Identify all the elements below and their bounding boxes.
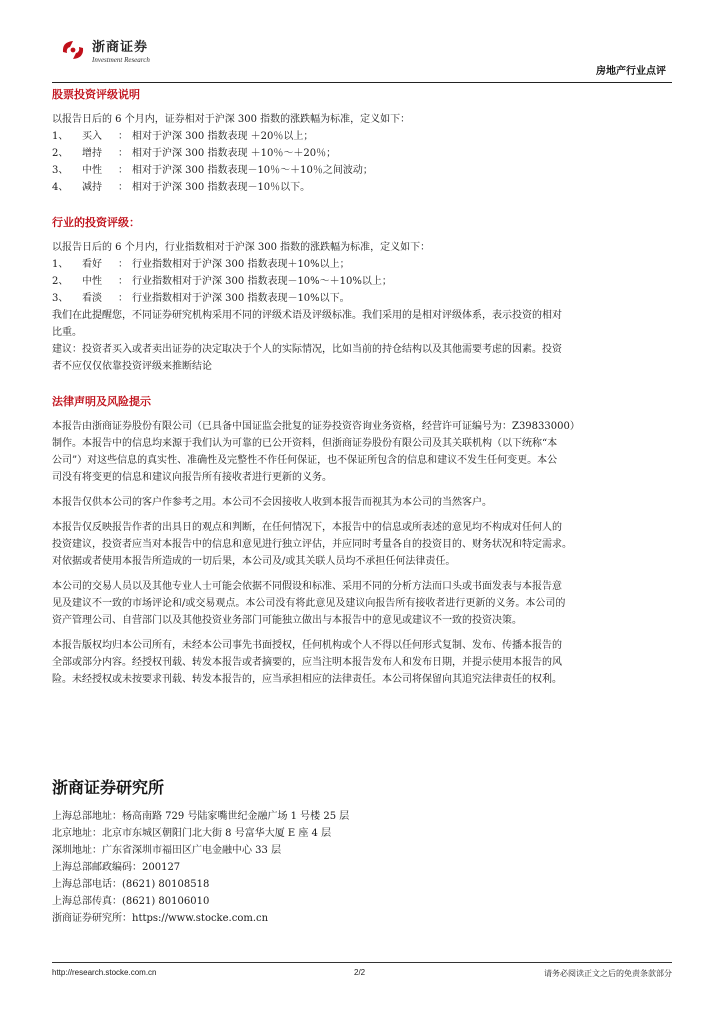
rating-separator: ： [118, 259, 128, 270]
rating-name: 看淡 [82, 293, 102, 304]
rating-name: 减持 [82, 182, 102, 193]
stock-rating-intro: 以报告日后的 6 个月内，证券相对于沪深 300 指数的涨跌幅为标准，定义如下： [52, 114, 411, 125]
rating-number: 1、 [52, 259, 69, 270]
industry-rating-intro: 以报告日后的 6 个月内，行业指数相对于沪深 300 指数的涨跌幅为标准，定义如下： [52, 242, 431, 253]
industry-rating-title: 行业的投资评级： [52, 216, 140, 229]
rating-number: 1、 [52, 131, 69, 142]
rating-name: 买入 [82, 131, 102, 142]
rating-number: 4、 [52, 182, 69, 193]
rating-note-line: 比重。 [52, 327, 82, 338]
rating-separator: ： [118, 293, 128, 304]
page-number: 2/2 [354, 968, 366, 977]
brand-name: 浙商证券 [92, 40, 149, 55]
firm-contacts [52, 808, 349, 927]
rating-desc: 相对于沪深 300 指数表现 ＋10％～＋20％； [132, 148, 337, 159]
industry-rating-row [52, 273, 672, 290]
brand-logo [60, 36, 150, 64]
stock-rating-row [52, 128, 672, 145]
rating-note-line: 者不应仅仅依靠投资评级来推断结论 [52, 361, 212, 372]
legal-line: 险。未经授权或未按要求刊载、转发本报告的，应当承担相应的法律责任。本公司将保留向其追究法律责任的权利。 [52, 674, 562, 685]
legal-paragraph [52, 637, 672, 688]
rating-separator: ： [118, 165, 128, 176]
page-content [52, 86, 672, 688]
contact-line: 上海总部电话：(8621) 80108518 [52, 879, 210, 890]
legal-line: 资产管理公司、自营部门以及其他投资业务部门可能独立做出与本报告中的意见或建议不一致的投资决策。 [52, 615, 522, 626]
rating-note-line: 我们在此提醒您，不同证券研究机构采用不同的评级术语及评级标准。我们采用的是相对评级体系，表示投资的相对 [52, 310, 562, 321]
contact-line: 北京地址：北京市东城区朝阳门北大街 8 号富华大厦 E 座 4 层 [52, 828, 332, 839]
stock-rating-title: 股票投资评级说明 [52, 88, 140, 101]
rating-separator: ： [118, 276, 128, 287]
rating-desc: 行业指数相对于沪深 300 指数表现－10%～＋10%以上； [132, 276, 392, 287]
brand-logo-icon [60, 38, 86, 62]
report-type: 房地产行业点评 [596, 66, 666, 77]
rating-number: 2、 [52, 276, 69, 287]
rating-name: 看好 [82, 259, 102, 270]
legal-line: 本报告版权均归本公司所有，未经本公司事先书面授权，任何机构或个人不得以任何形式复制、发布、传播本报告的 [52, 640, 562, 651]
legal-line: 本公司的交易人员以及其他专业人士可能会依据不同假设和标准、采用不同的分析方法而口头或书面发表与本报告意 [52, 581, 562, 592]
legal-paragraph [52, 418, 672, 486]
industry-rating-row [52, 256, 672, 273]
legal-line: 本报告仅反映报告作者的出具日的观点和判断，在任何情况下，本报告中的信息或所表述的意见均不构成对任何人的 [52, 522, 562, 533]
rating-desc: 相对于沪深 300 指数表现 ＋20％以上； [132, 131, 314, 142]
rating-number: 2、 [52, 148, 69, 159]
legal-line: 公司”）对这些信息的真实性、准确性及完整性不作任何保证，也不保证所包含的信息和建议不发生任何变更。本公 [52, 455, 558, 466]
legal-line: 对依据或者使用本报告所造成的一切后果，本公司及/或其关联人员均不承担任何法律责任。 [52, 556, 456, 567]
stock-rating-row [52, 145, 672, 162]
rating-desc: 相对于沪深 300 指数表现－10％以下。 [132, 182, 311, 193]
page-footer [52, 962, 672, 978]
rating-separator: ： [118, 182, 128, 193]
page-header [52, 32, 672, 83]
contact-website[interactable]: 浙商证券研究所：https://www.stocke.com.cn [52, 913, 269, 924]
industry-rating-row [52, 290, 672, 307]
contact-line: 上海总部邮政编码：200127 [52, 862, 181, 873]
legal-line: 本报告由浙商证券股份有限公司（已具备中国证监会批复的证券投资咨询业务资格，经营许可证编号为：Z39833000） [52, 421, 580, 432]
legal-line: 投资建议，投资者应当对本报告中的信息和意见进行独立评估，并应同时考量各自的投资目的、财务状况和特定需求。 [52, 539, 572, 550]
brand-tagline: Investment Research [92, 56, 150, 64]
rating-separator: ： [118, 131, 128, 142]
legal-line: 司没有将变更的信息和建议向报告所有接收者进行更新的义务。 [52, 472, 332, 483]
legal-paragraph [52, 494, 672, 511]
stock-rating-row [52, 162, 672, 179]
rating-name: 中性 [82, 276, 102, 287]
rating-name: 增持 [82, 148, 102, 159]
firm-name: 浙商证券研究所 [52, 778, 165, 797]
rating-desc: 行业指数相对于沪深 300 指数表现＋10%以上； [132, 259, 350, 270]
legal-line: 全部或部分内容。经授权刊载、转发本报告或者摘要的，应当注明本报告发布人和发布日期，并提示使用本报告的风 [52, 657, 562, 668]
rating-name: 中性 [82, 165, 102, 176]
rating-separator: ： [118, 148, 128, 159]
contact-line: 深圳地址：广东省深圳市福田区广电金融中心 33 层 [52, 845, 282, 856]
rating-number: 3、 [52, 165, 69, 176]
rating-number: 3、 [52, 293, 69, 304]
legal-line: 本报告仅供本公司的客户作参考之用。本公司不会因接收人收到本报告而视其为本公司的当然客户。 [52, 497, 492, 508]
legal-line: 见及建议不一致的市场评论和/或交易观点。本公司没有将此意见及建议向报告所有接收者进行更新的义务。本公司的 [52, 598, 566, 609]
footer-disclaimer-note: 请务必阅读正文之后的免责条款部分 [544, 969, 672, 978]
contact-line: 上海总部传真：(8621) 80106010 [52, 896, 210, 907]
rating-desc: 相对于沪深 300 指数表现－10％～＋10％之间波动； [132, 165, 373, 176]
stock-rating-row [52, 179, 672, 196]
contact-line: 上海总部地址：杨高南路 729 号陆家嘴世纪金融广场 1 号楼 25 层 [52, 811, 350, 822]
legal-paragraph [52, 578, 672, 629]
footer-url-link[interactable]: http://research.stocke.com.cn [52, 968, 157, 977]
rating-desc: 行业指数相对于沪深 300 指数表现－10%以下。 [132, 293, 350, 304]
rating-note-line: 建议：投资者买入或者卖出证券的决定取决于个人的实际情况，比如当前的持仓结构以及其他需要考虑的因素。投资 [52, 344, 562, 355]
legal-title: 法律声明及风险提示 [52, 395, 151, 408]
legal-line: 制作。本报告中的信息均来源于我们认为可靠的已公开资料，但浙商证券股份有限公司及其关联机构（以下统称“本 [52, 438, 558, 449]
legal-paragraph [52, 519, 672, 570]
